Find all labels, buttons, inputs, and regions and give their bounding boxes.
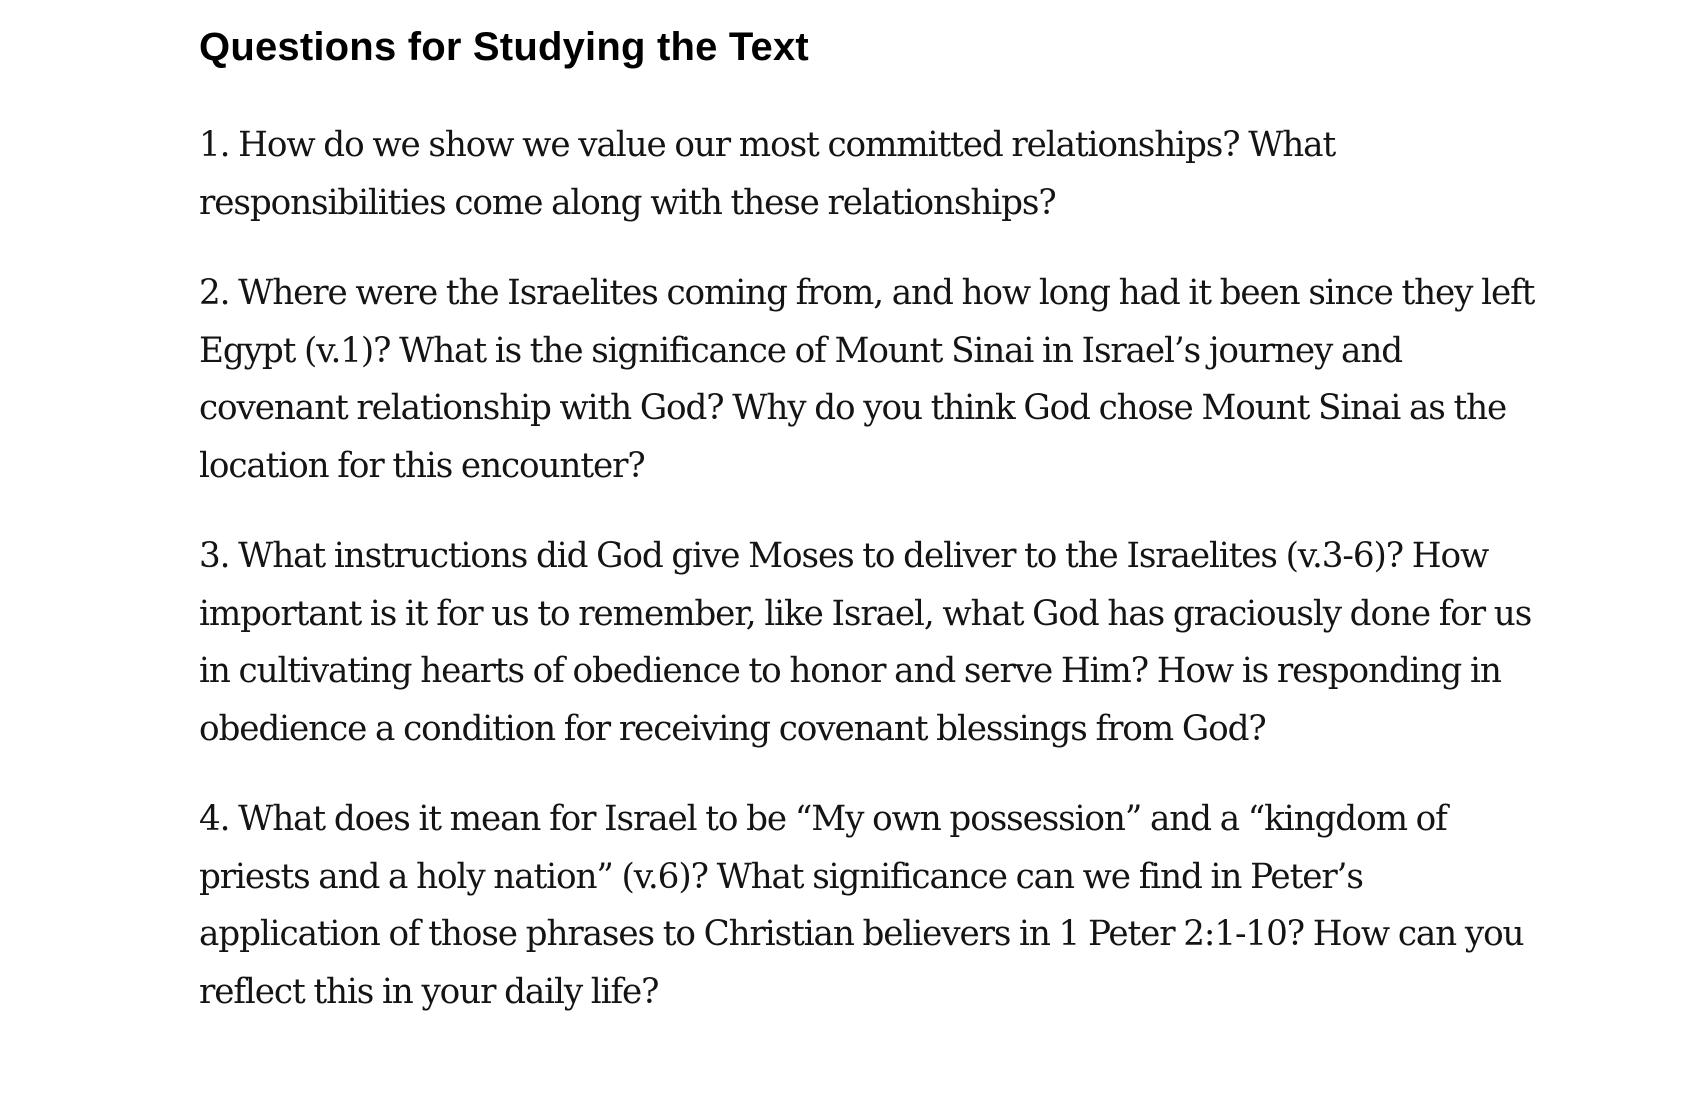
question-3: 3. What instructions did God give Moses to deliver to the Israelites (v.3-6)? How important is it for us to remember, like Israel, what God has graciously done for us in cultivating hearts of obedience to honor and serve Him? How is responding in obedience a condition for receiving covenant blessings from God? [199,536,1532,749]
question-4: 4. What does it mean for Israel to be “My own possession” and a “kingdom of priests and a holy nation” (v.6)? What significance can we find in Peter’s application of those phrases to Christian believers in 1 Peter 2:1-10? How can you reflect this in your daily life? [199,799,1524,1012]
document-body [199,0,1539,1054]
question-1: 1. How do we show we value our most committed relationships? What responsibilities come along with these relationships? [199,125,1336,223]
question-list [199,117,1539,1021]
question-2: 2. Where were the Israelites coming from, and how long had it been since they left Egypt (v.1)? What is the significance of Mount Sinai in Israel’s journey and covenant relationship with God? Why do you think God chose Mount Sinai as the location for this encounter? [199,273,1535,486]
page-title: Questions for Studying the Text [199,25,809,69]
